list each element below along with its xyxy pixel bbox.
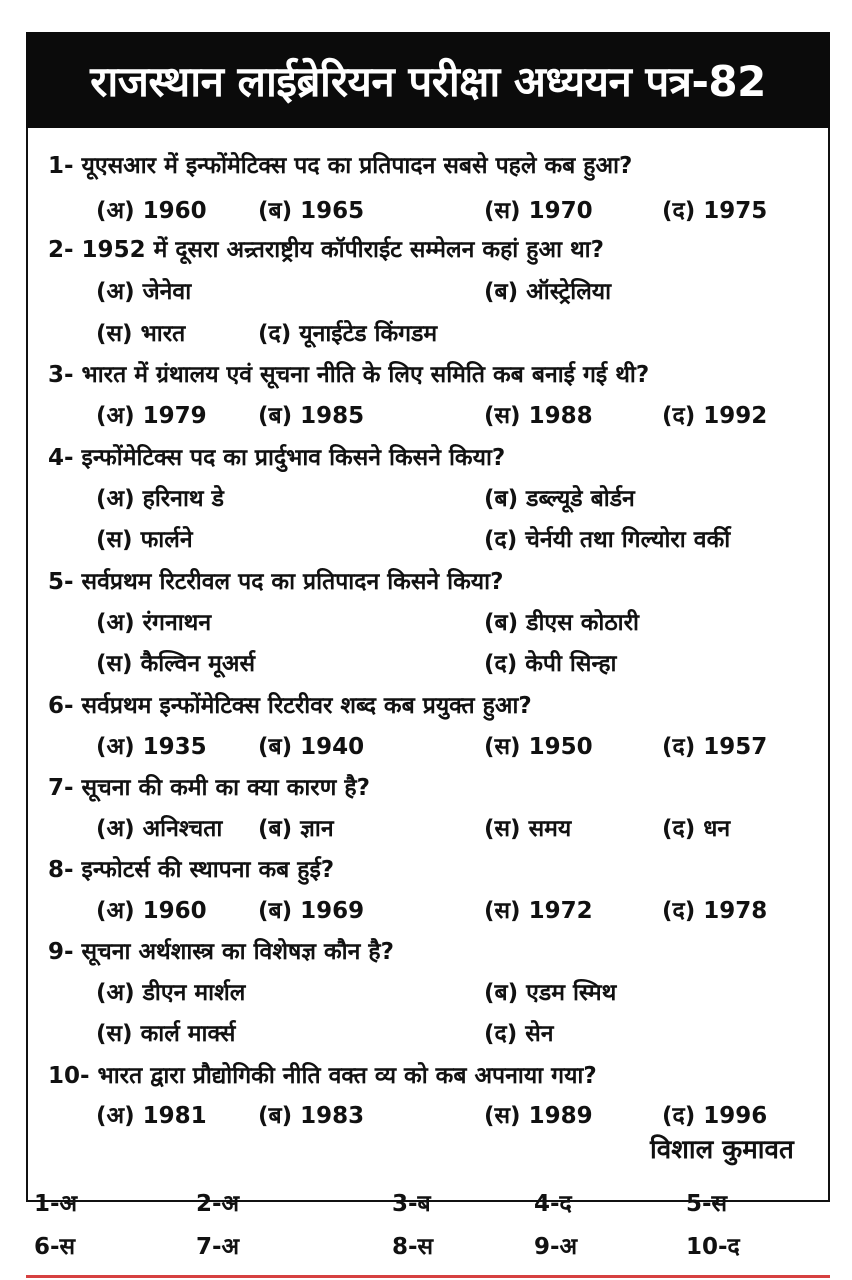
option-9a: (अ) डीएन मार्शल [96,980,246,1006]
question-2: 2- 1952 में दूसरा अन्र्तराष्ट्रीय कॉपीराईट सम्मेलन कहां हुआ था? [48,237,604,263]
option-1b: (ब) 1965 [258,198,365,224]
page-title: राजस्थान लाईब्रेरियन परीक्षा अध्ययन पत्र-82 [90,56,766,106]
answer-5: 5-स [686,1191,728,1217]
title-bar [26,32,830,128]
question-9: 9- सूचना अर्थशास्त्र का विशेषज्ञ कौन है? [48,939,394,965]
option-5b: (ब) डीएस कोठारी [484,610,640,636]
answer-7: 7-अ [196,1234,240,1260]
option-3c: (स) 1988 [484,403,593,429]
option-9b: (ब) एडम स्मिथ [484,980,617,1006]
option-8c: (स) 1972 [484,898,593,924]
option-7c: (स) समय [484,816,572,842]
answer-2: 2-अ [196,1191,240,1217]
answer-3: 3-ब [392,1191,431,1217]
option-1a: (अ) 1960 [96,198,207,224]
answer-10: 10-द [686,1234,740,1260]
option-4d: (द) चेर्नयी तथा गिल्योरा वर्की [484,527,731,553]
option-10b: (ब) 1983 [258,1103,365,1129]
option-6d: (द) 1957 [662,734,768,760]
question-3: 3- भारत में ग्रंथालय एवं सूचना नीति के लिए समिति कब बनाई गई थी? [48,362,650,388]
question-5: 5- सर्वप्रथम रिटरीवल पद का प्रतिपादन किसने किया? [48,569,504,595]
option-2a: (अ) जेनेवा [96,279,192,305]
option-4a: (अ) हरिनाथ डे [96,486,224,512]
option-9c: (स) कार्ल मार्क्स [96,1021,236,1047]
question-10: 10- भारत द्वारा प्रौद्योगिकी नीति वक्त व्य को कब अपनाया गया? [48,1063,597,1089]
question-7: 7- सूचना की कमी का क्या कारण है? [48,775,370,801]
answer-4: 4-द [534,1191,572,1217]
question-6: 6- सर्वप्रथम इन्फोंमेटिक्स रिटरीवर शब्द कब प्रयुक्त हुआ? [48,693,532,719]
answer-1: 1-अ [34,1191,78,1217]
option-5a: (अ) रंगनाथन [96,610,212,636]
option-1d: (द) 1975 [662,198,768,224]
option-3d: (द) 1992 [662,403,768,429]
bottom-divider [26,1275,830,1278]
option-5d: (द) केपी सिन्हा [484,651,617,677]
option-9d: (द) सेन [484,1021,554,1047]
answer-8: 8-स [392,1234,434,1260]
option-6a: (अ) 1935 [96,734,207,760]
option-2d: (द) यूनाईटेड किंगडम [258,321,438,347]
option-7b: (ब) ज्ञान [258,816,334,842]
option-10c: (स) 1989 [484,1103,593,1129]
option-4b: (ब) डब्ल्यूडे बोर्डन [484,486,635,512]
option-2c: (स) भारत [96,321,186,347]
option-7a: (अ) अनिश्चता [96,816,223,842]
option-8b: (ब) 1969 [258,898,365,924]
option-10d: (द) 1996 [662,1103,768,1129]
option-8d: (द) 1978 [662,898,768,924]
answer-6: 6-स [34,1234,76,1260]
option-5c: (स) कैल्विन मूअर्स [96,651,256,677]
question-4: 4- इन्फोंमेटिक्स पद का प्रार्दुभाव किसने किसने किया? [48,445,506,471]
option-6c: (स) 1950 [484,734,593,760]
option-6b: (ब) 1940 [258,734,365,760]
option-8a: (अ) 1960 [96,898,207,924]
answer-9: 9-अ [534,1234,578,1260]
option-3a: (अ) 1979 [96,403,207,429]
option-2b: (ब) ऑस्ट्रेलिया [484,279,612,305]
option-4c: (स) फार्लने [96,527,193,553]
question-8: 8- इन्फोटर्स की स्थापना कब हुई? [48,857,335,883]
author-name: विशाल कुमावत [650,1135,794,1165]
option-10a: (अ) 1981 [96,1103,207,1129]
option-3b: (ब) 1985 [258,403,365,429]
question-1: 1- यूएसआर में इन्फोंमेटिक्स पद का प्रतिपादन सबसे पहले कब हुआ? [48,153,633,179]
option-1c: (स) 1970 [484,198,593,224]
option-7d: (द) धन [662,816,731,842]
